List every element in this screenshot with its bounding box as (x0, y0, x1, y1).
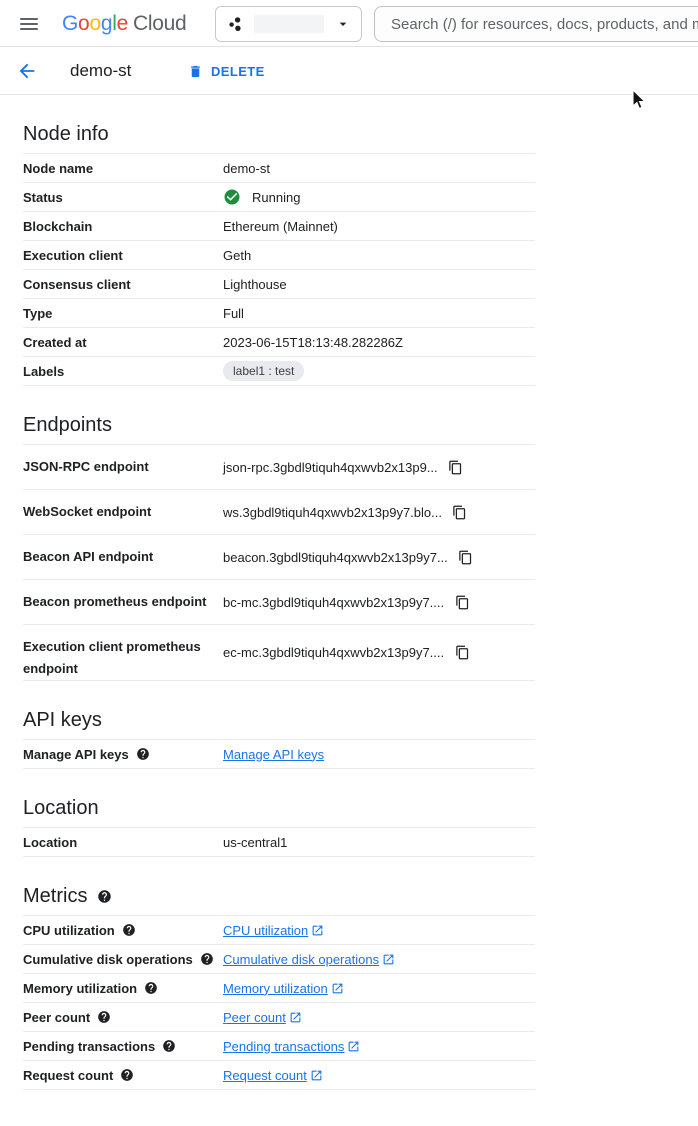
section-api-keys (23, 708, 535, 769)
row-value: Ethereum (Mainnet) (223, 218, 338, 234)
row-label: Created at (23, 334, 87, 350)
row-label: Pending transactions (23, 1038, 156, 1054)
section-endpoints (23, 413, 535, 681)
row-label: Status (23, 189, 63, 205)
table-row (23, 580, 535, 625)
help-icon[interactable] (122, 923, 136, 937)
manage-api-keys-link[interactable]: Manage API keys (223, 746, 325, 762)
menu-icon[interactable] (20, 14, 40, 34)
metric-link[interactable]: Request count (223, 1068, 323, 1083)
endpoint-value: bc-mc.3gbdl9tiquh4qxwvb2x13p9y7.... (223, 594, 445, 610)
table-row (23, 1003, 535, 1032)
table-row (23, 740, 535, 769)
table-row (23, 241, 535, 270)
row-value: Full (223, 305, 244, 321)
logo-letter: l (112, 11, 117, 35)
logo-letter: G (62, 11, 79, 35)
table-row (23, 1061, 535, 1090)
project-name-redacted (254, 15, 324, 33)
google-cloud-logo (62, 0, 186, 47)
metric-link[interactable]: CPU utilization (223, 923, 324, 938)
row-label: Consensus client (23, 276, 131, 292)
logo-letter: g (100, 11, 113, 35)
external-link-icon (289, 1011, 302, 1024)
logo-letter: o (78, 11, 90, 35)
help-icon[interactable] (120, 1068, 134, 1082)
section-location (23, 796, 535, 857)
section-heading: Metrics (23, 885, 88, 907)
copy-button[interactable] (454, 594, 470, 610)
arrow-back-icon (16, 60, 38, 82)
app-header (0, 0, 698, 47)
row-label: Manage API keys (23, 746, 129, 762)
delete-label: DELETE (211, 63, 265, 79)
row-label: Type (23, 305, 53, 321)
table-row (23, 183, 535, 212)
metric-link[interactable]: Memory utilization (223, 981, 344, 996)
row-label: Blockchain (23, 218, 93, 234)
row-label: Location (23, 834, 78, 850)
help-icon[interactable] (136, 747, 150, 761)
check-circle-icon (223, 188, 241, 206)
copy-button[interactable] (454, 645, 470, 661)
row-label: Request count (23, 1067, 114, 1083)
row-label: Memory utilization (23, 980, 138, 996)
row-label: Peer count (23, 1009, 91, 1025)
page-title: demo-st (70, 61, 132, 80)
row-label: JSON-RPC endpoint (23, 459, 149, 474)
page-title-bar (0, 47, 698, 95)
row-value: demo-st (223, 160, 270, 176)
external-link-icon (382, 953, 395, 966)
table-row (23, 625, 535, 681)
row-label: Beacon prometheus endpoint (23, 594, 207, 609)
row-label: Execution client prometheus endpoint (23, 639, 201, 676)
copy-icon (455, 595, 470, 610)
table-row (23, 154, 535, 183)
row-label: CPU utilization (23, 922, 115, 938)
metric-link[interactable]: Cumulative disk operations (223, 952, 395, 967)
external-link-icon (347, 1040, 360, 1053)
logo-cloud-text: Cloud (132, 11, 187, 35)
endpoint-value: beacon.3gbdl9tiquh4qxwvb2x13p9y7... (223, 549, 448, 565)
external-link-icon (310, 1069, 323, 1082)
section-heading: Location (23, 797, 99, 819)
row-value: Lighthouse (223, 276, 287, 292)
copy-button[interactable] (448, 459, 464, 475)
copy-icon (455, 645, 470, 660)
help-icon[interactable] (97, 889, 112, 904)
row-label: Cumulative disk operations (23, 951, 193, 967)
label-chip: label1 : test (223, 361, 304, 381)
help-icon[interactable] (144, 981, 158, 995)
table-row (23, 445, 535, 490)
table-row (23, 828, 535, 857)
external-link-icon (331, 982, 344, 995)
copy-icon (452, 505, 467, 520)
row-label: Node name (23, 160, 94, 176)
trash-icon (188, 64, 203, 79)
row-label: WebSocket endpoint (23, 504, 152, 519)
section-node-info (23, 122, 535, 386)
table-row (23, 212, 535, 241)
copy-icon (448, 460, 463, 475)
row-value: Geth (223, 247, 252, 263)
table-row (23, 357, 535, 386)
project-selector[interactable] (215, 6, 362, 42)
table-row (23, 974, 535, 1003)
row-value: 2023-06-15T18:13:48.282286Z (223, 334, 403, 350)
section-heading: API keys (23, 709, 102, 731)
metric-link[interactable]: Peer count (223, 1010, 302, 1025)
external-link-icon (311, 924, 324, 937)
table-row (23, 945, 535, 974)
table-row (23, 1032, 535, 1061)
help-icon[interactable] (97, 1010, 111, 1024)
endpoint-value: ws.3gbdl9tiquh4qxwvb2x13p9y7.blo... (223, 504, 442, 520)
main-content (23, 122, 535, 1090)
endpoint-value: json-rpc.3gbdl9tiquh4qxwvb2x13p9... (223, 459, 438, 475)
row-value: us-central1 (223, 834, 288, 850)
endpoint-value: ec-mc.3gbdl9tiquh4qxwvb2x13p9y7.... (223, 645, 445, 660)
status-badge (223, 188, 535, 206)
table-row (23, 916, 535, 945)
project-icon (228, 16, 244, 32)
section-metrics (23, 884, 535, 1090)
metric-link[interactable]: Pending transactions (223, 1039, 360, 1054)
status-text: Running (252, 189, 301, 205)
copy-button[interactable] (458, 549, 474, 565)
table-row (23, 270, 535, 299)
row-label: Labels (23, 363, 65, 379)
table-row (23, 328, 535, 357)
table-row (23, 535, 535, 580)
row-label: Beacon API endpoint (23, 549, 154, 564)
delete-button[interactable] (188, 47, 265, 95)
section-heading: Endpoints (23, 414, 112, 436)
help-icon[interactable] (162, 1039, 176, 1053)
logo-letter: e (116, 11, 128, 35)
help-icon[interactable] (200, 952, 214, 966)
table-row (23, 490, 535, 535)
copy-icon (458, 550, 473, 565)
back-button[interactable] (16, 60, 38, 82)
copy-button[interactable] (452, 504, 468, 520)
table-row (23, 299, 535, 328)
row-label: Execution client (23, 247, 123, 263)
section-heading: Node info (23, 123, 109, 145)
search-input[interactable] (374, 6, 698, 42)
logo-letter: o (89, 11, 101, 35)
chevron-down-icon (335, 16, 351, 32)
